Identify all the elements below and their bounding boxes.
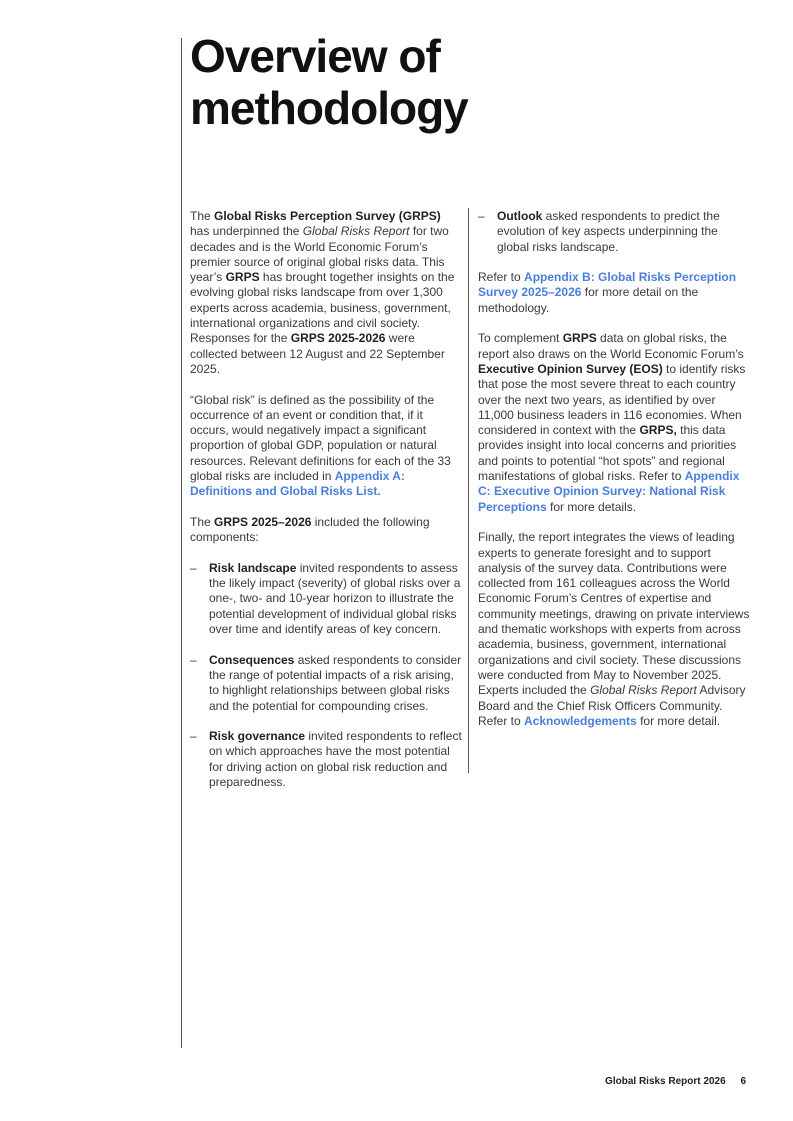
text: for more detail on the methodology.	[478, 285, 699, 315]
bold-text: Outlook	[497, 209, 543, 223]
text: asked respondents to predict the evolution of key aspects underpinning the global risks landscape.	[497, 209, 720, 254]
bullet-dash: –	[190, 560, 197, 575]
paragraph	[190, 515, 462, 546]
cross-reference-link[interactable]: Acknowledgements	[524, 713, 637, 728]
bold-text: GRPS 2025–2026	[214, 514, 312, 529]
bullet-dash: –	[190, 729, 197, 744]
paragraph	[478, 331, 750, 515]
text: for more details.	[546, 499, 637, 514]
text: To complement	[478, 331, 563, 346]
text: for two decades and is the World Economic Forum’s premier source of original global risks data. This year’s	[190, 224, 449, 285]
paragraph	[190, 393, 462, 500]
paragraph	[478, 530, 750, 729]
bullet-dash: –	[190, 652, 197, 667]
text: “Global risk” is defined as the possibility of the occurrence of an event or condition that, if it occurs, would negatively impact a significant proportion of global GDP, population or natural resources. Relevant definitions for each of the 33 global risks are included in	[190, 392, 451, 484]
text: The	[190, 514, 215, 529]
text: this data provides insight into local concerns and priorities and points to potential “hot spots” and regional manifestations of global risks. Refer to	[478, 423, 737, 484]
bullet-item	[190, 561, 462, 637]
cross-reference-link[interactable]: Appendix C: Executive Opinion Survey: National Risk Perceptions	[478, 469, 740, 514]
bold-text: GRPS,	[639, 423, 677, 438]
text: The	[190, 209, 215, 223]
text: to identify risks that pose the most severe threat to each country over the next two years, as identified by over 11,000 business leaders in 116 economies. When considered in context with the	[478, 361, 746, 438]
cross-reference-link[interactable]: Appendix B: Global Risks Perception Survey 2025–2026	[478, 270, 737, 300]
text: Finally, the report integrates the views of leading experts to generate foresight and to support analysis of the survey data. Contributions were collected from 161 colleagues across the World Economic Forum’s Centres of expertise and community meetings, drawing on private interviews and thematic workshops with experts from across academia, business, government, international organizations and civil society. These discussions were conducted from May to November 2025. Experts included the	[478, 530, 750, 698]
column-divider	[468, 208, 469, 773]
text: data on global risks, the report also draws on the World Economic Forum’s	[478, 331, 744, 361]
text: for more detail.	[636, 713, 721, 728]
text: invited respondents to reflect on which approaches have the most potential for driving action on global risk reduction and preparedness.	[209, 729, 462, 789]
bullet-item	[478, 209, 750, 255]
text: asked respondents to consider the range of potential impacts of a risk arising, to highlight relationships between global risks and the potential for compounding crises.	[209, 652, 462, 713]
bold-text: GRPS	[225, 270, 260, 285]
bold-text: Executive Opinion Survey (EOS)	[478, 361, 663, 376]
text: included the following components:	[190, 514, 430, 545]
right-column	[478, 209, 750, 744]
bold-text: Risk landscape	[209, 560, 297, 575]
bold-text: Consequences	[209, 652, 295, 667]
left-column	[190, 209, 462, 806]
bullet-item	[190, 729, 462, 790]
text: Advisory Board and the Chief Risk Officers Community. Refer to	[478, 683, 746, 728]
cross-reference-link[interactable]: Appendix A: Definitions and Global Risks List.	[190, 469, 405, 499]
italic-text: Global Risks Report	[302, 224, 410, 239]
bullet-dash: –	[478, 209, 485, 223]
page-title: Overview of methodology	[190, 30, 468, 134]
text: invited respondents to assess the likely impact (severity) of global risks over a one-, two- and 10-year horizon to illustrate the potential development of individual global risks over time and identify areas of key concern.	[209, 560, 461, 637]
text: has brought together insights on the evolving global risks landscape from over 1,300 experts across academia, business, government, international organizations and civil society. Responses for the	[190, 270, 455, 346]
page-number: 6	[740, 1076, 746, 1087]
page-margin-rule	[181, 38, 182, 1048]
text: has underpinned the	[190, 224, 303, 239]
paragraph	[478, 270, 750, 316]
paragraph	[190, 209, 462, 377]
italic-text: Global Risks Report	[590, 683, 697, 698]
text: were collected between 12 August and 22 September 2025.	[190, 331, 445, 376]
bold-text: GRPS	[562, 331, 597, 346]
bold-text: Global Risks Perception Survey (GRPS)	[214, 209, 441, 223]
bullet-item	[190, 653, 462, 714]
text: Refer to	[478, 270, 525, 285]
page-footer	[605, 1076, 746, 1087]
bold-text: GRPS 2025-2026	[290, 331, 386, 346]
bold-text: Risk governance	[209, 729, 306, 744]
footer-report-title: Global Risks Report 2026	[605, 1076, 726, 1087]
